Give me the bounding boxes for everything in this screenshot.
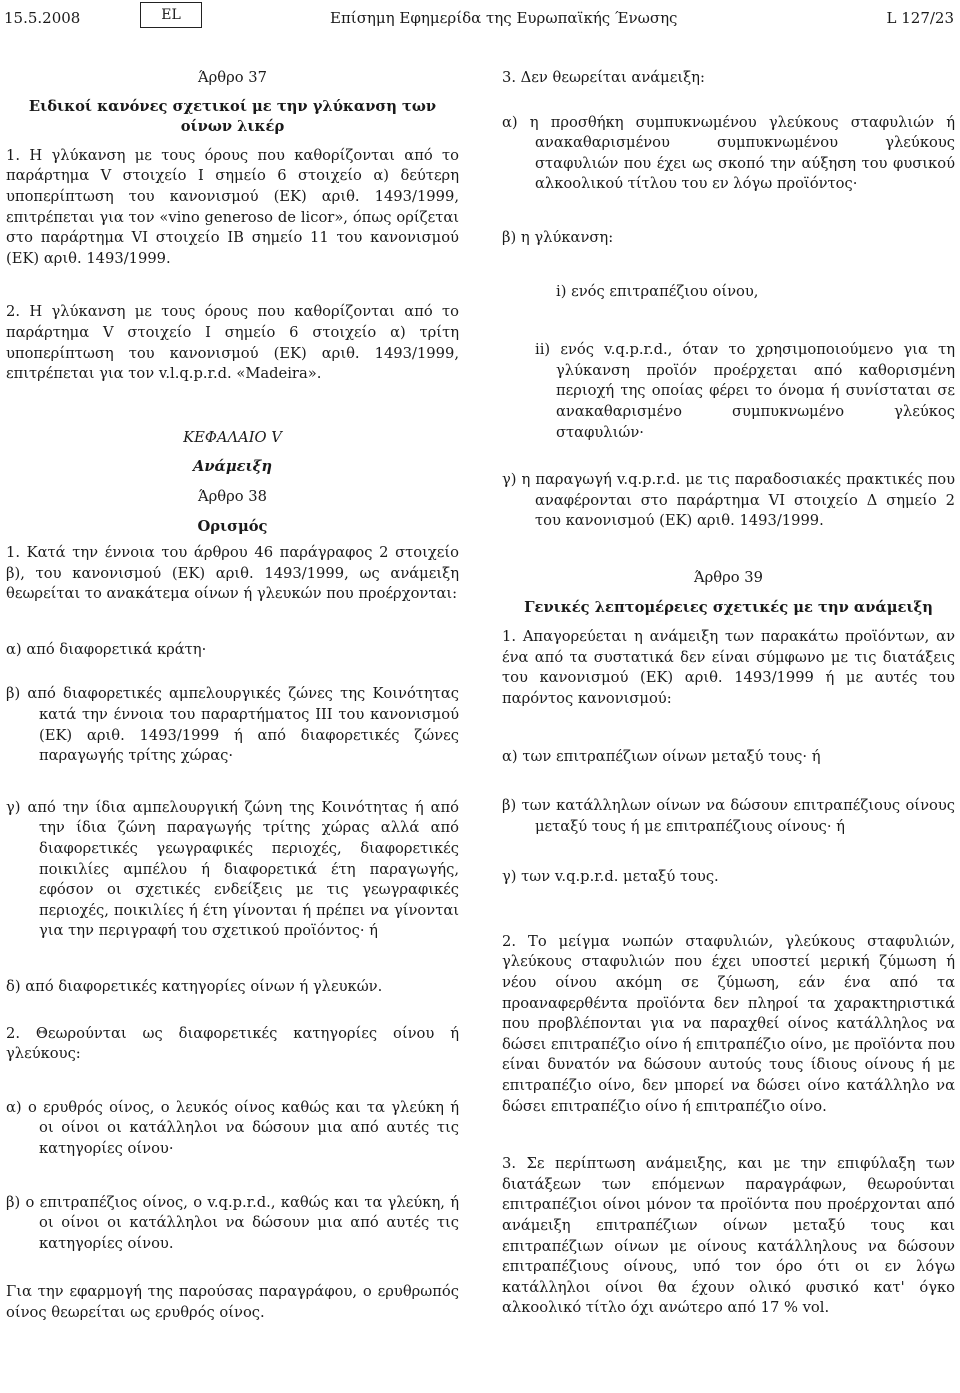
article-38-item-a: α) από διαφορετικά κράτη· [6,640,207,658]
article-39-paragraph-3: 3. Σε περίπτωση ανάμειξης, και με την επιφύλαξη των διατάξεων των επόμενων παραγράφων, θεωρούνται επιτραπέζιοι οίνοι μόνον τα προϊόντα που προέρχονται από ανάμειξη επιτραπέζιων οίνων μεταξύ τους και επιτραπέζιων οίνων με οίνους κατάλληλους να δώσουν επιτραπέζιους οίνους, υπό τον όρο ότι οι εν λόγω κατάλληλοι οίνοι θα έχουν ολικό φυσικό κατ' όγκο αλκοολικό τίτλο όχι ανώτερο από 17 % vol. [502,1155,955,1317]
paragraph-3-item-b-i: i) ενός επιτραπέζιου οίνου, [556,282,759,300]
article-39-paragraph-2: 2. Το μείγμα νωπών σταφυλιών, γλεύκους σταφυλιών, γλεύκους σταφυλιών που έχει υποστεί μερική ζύμωση ή νέου οίνου ακόμη σε ζύμωση, εάν ένα από τα προαναφερθέντα προϊόντα δεν πληροί τα χαρακτηριστικά που προβλέπονται για να παραχθεί οίνος κατάλληλος να δώσει επιτραπέζιο οίνο ή επιτραπέζιο οίνο, με προϊόντα που είναι δυνατόν να δώσουν αυτούς τους ίδιους οίνους ή με επιτραπέζιο οίνο, δεν μπορεί να δώσει οίνο κατάλληλο να δώσει επιτραπέζιο οίνο ή επιτραπέζιο οίνο. [502,932,955,1115]
language-badge: EL [140,2,202,28]
article-38-item-d: δ) από διαφορετικές κατηγορίες οίνων ή γλευκών. [6,978,383,995]
article-38-paragraph-1: 1. Κατά την έννοια του άρθρου 46 παράγραφος 2 στοιχείο β), του κανονισμού (ΕΚ) αριθ. 1493/1999, ως ανάμειξη θεωρείται το ανακάτεμα οίνων ή γλευκών που προέρχονται: [6,544,459,603]
article-38-paragraph-2-item-b: β) ο επιτραπέζιος οίνος, ο v.q.p.r.d., καθώς και τα γλεύκη, ή οι οίνοι οι κατάλληλοι να δώσουν μια από αυτές τις κατηγορίες οίνου. [6,1193,459,1252]
article-38-heading: Ορισμός [197,517,268,535]
article-38-paragraph-2-item-a: α) ο ερυθρός οίνος, ο λευκός οίνος καθώς και τα γλεύκη ή οι οίνοι οι κατάλληλοι να δώσουν μια από αυτές τις κατηγορίες οίνου· [6,1098,459,1157]
publication-date: 15.5.2008 [4,9,81,27]
page-number: L 127/23 [886,9,954,27]
article-37-paragraph-2: 2. Η γλύκανση με τους όρους που καθορίζονται από το παράρτημα V στοιχείο I σημείο 6 στοιχείο α) τρίτη υποπερίπτωση του κανονισμού (ΕΚ) αριθ. 1493/1999, επιτρέπεται για τον v.l.q.p.r.d. «Madeira». [6,303,459,383]
article-38-title: Άρθρο 38 [198,487,267,505]
article-39-item-a: α) των επιτραπέζιων οίνων μεταξύ τους· ή [502,748,821,766]
paragraph-3-item-c: γ) η παραγωγή v.q.p.r.d. με τις παραδοσιακές πρακτικές που αναφέρονται στο παράρτημα VI στοιχείο Δ σημείο 2 του κανονισμού (ΕΚ) αριθ. 1493/1999. [502,471,955,530]
article-38-paragraph-2: 2. Θεωρούνται ως διαφορετικές κατηγορίες οίνου ή γλεύκους: [6,1024,459,1063]
paragraph-3: 3. Δεν θεωρείται ανάμειξη: [502,69,705,86]
article-39-heading: Γενικές λεπτομέρειες σχετικές με την ανάμειξη [524,598,933,616]
right-column [502,62,955,1319]
article-39-paragraph-1: 1. Απαγορεύεται η ανάμειξη των παρακάτω προϊόντων, αν ένα από τα συστατικά δεν είναι σύμφωνο με τις διατάξεις του κανονισμού (ΕΚ) αριθ. 1493/1999 ή με αυτές του παρόντος κανονισμού: [502,628,955,707]
paragraph-3-item-b-ii: ii) ενός v.q.p.r.d., όταν το χρησιμοποιούμενο για τη γλύκανση προϊόν προέρχεται από καθορισμένη περιοχή της οποίας φέρει το όνομα ή συνίσταται σε ανακαθαρισμένο συμπυκνωμένο γλεύκος σταφυλιών· [535,341,955,441]
article-39-item-b: β) των κατάλληλων οίνων να δώσουν επιτραπέζιους οίνους μεταξύ τους ή με επιτραπέζιους οίνους· ή [502,797,955,835]
article-38-item-b: β) από διαφορετικές αμπελουργικές ζώνες της Κοινότητας κατά την έννοια του παραρτήματος III του κανονισμού (ΕΚ) αριθ. 1493/1999 ή από διαφορετικές ζώνες παραγωγής τρίτης χώρας· [6,685,459,765]
chapter-title: Ανάμειξη [192,458,273,476]
article-37-title: Άρθρο 37 [198,69,267,86]
chapter-label: ΚΕΦΑΛΑΙΟ V [183,428,282,446]
article-39-title: Άρθρο 39 [694,568,763,586]
article-37-paragraph-1: 1. Η γλύκανση με τους όρους που καθορίζονται από το παράρτημα V στοιχείο I σημείο 6 στοιχείο α) δεύτερη υποπερίπτωση του κανονισμού (ΕΚ) αριθ. 1493/1999, επιτρέπεται για τον «vino generoso de licor», όπως ορίζεται στο παράρτημα VI στοιχείο IB σημείο 11 του κανονισμού (ΕΚ) αριθ. 1493/1999. [6,146,459,267]
left-column [6,62,459,1324]
article-38-paragraph-2-closing: Για την εφαρμογή της παρούσας παραγράφου, ο ερυθρωπός οίνος θεωρείται ως ερυθρός οίνος. [6,1283,459,1321]
article-38-item-c: γ) από την ίδια αμπελουργική ζώνη της Κοινότητας ή από την ίδια ζώνη παραγωγής τρίτης χώρας αλλά από διαφορετικές γεωγραφικές περιοχές, διαφορετικές ποικιλίες αμπέλου ή διαφορετικά έτη παραγωγής, εφόσον οι σχετικές ενδείξεις με τις γεωγραφικές περιοχές, ποικιλίες ή έτη γίνονται ή πρέπει να γίνονται για την περιγραφή του σχετικού προϊόντος· ή [6,798,459,940]
paragraph-3-item-b: β) η γλύκανση: [502,228,614,246]
paragraph-3-item-a: α) η προσθήκη συμπυκνωμένου γλεύκους σταφυλιών ή ανακαθαρισμένου συμπυκνωμένου γλεύκους σταφυλιών που έχει ως σκοπό την αύξηση του φυσικού αλκοολικού τίτλου του εν λόγω προϊόντος· [502,113,955,193]
article-37-heading: Ειδικοί κανόνες σχετικοί με την γλύκανση των οίνων λικέρ [28,97,437,136]
article-39-item-c: γ) των v.q.p.r.d. μεταξύ τους. [502,868,719,886]
journal-title: Επίσημη Εφημερίδα της Ευρωπαϊκής Ένωσης [330,9,678,27]
page-header [0,0,960,40]
